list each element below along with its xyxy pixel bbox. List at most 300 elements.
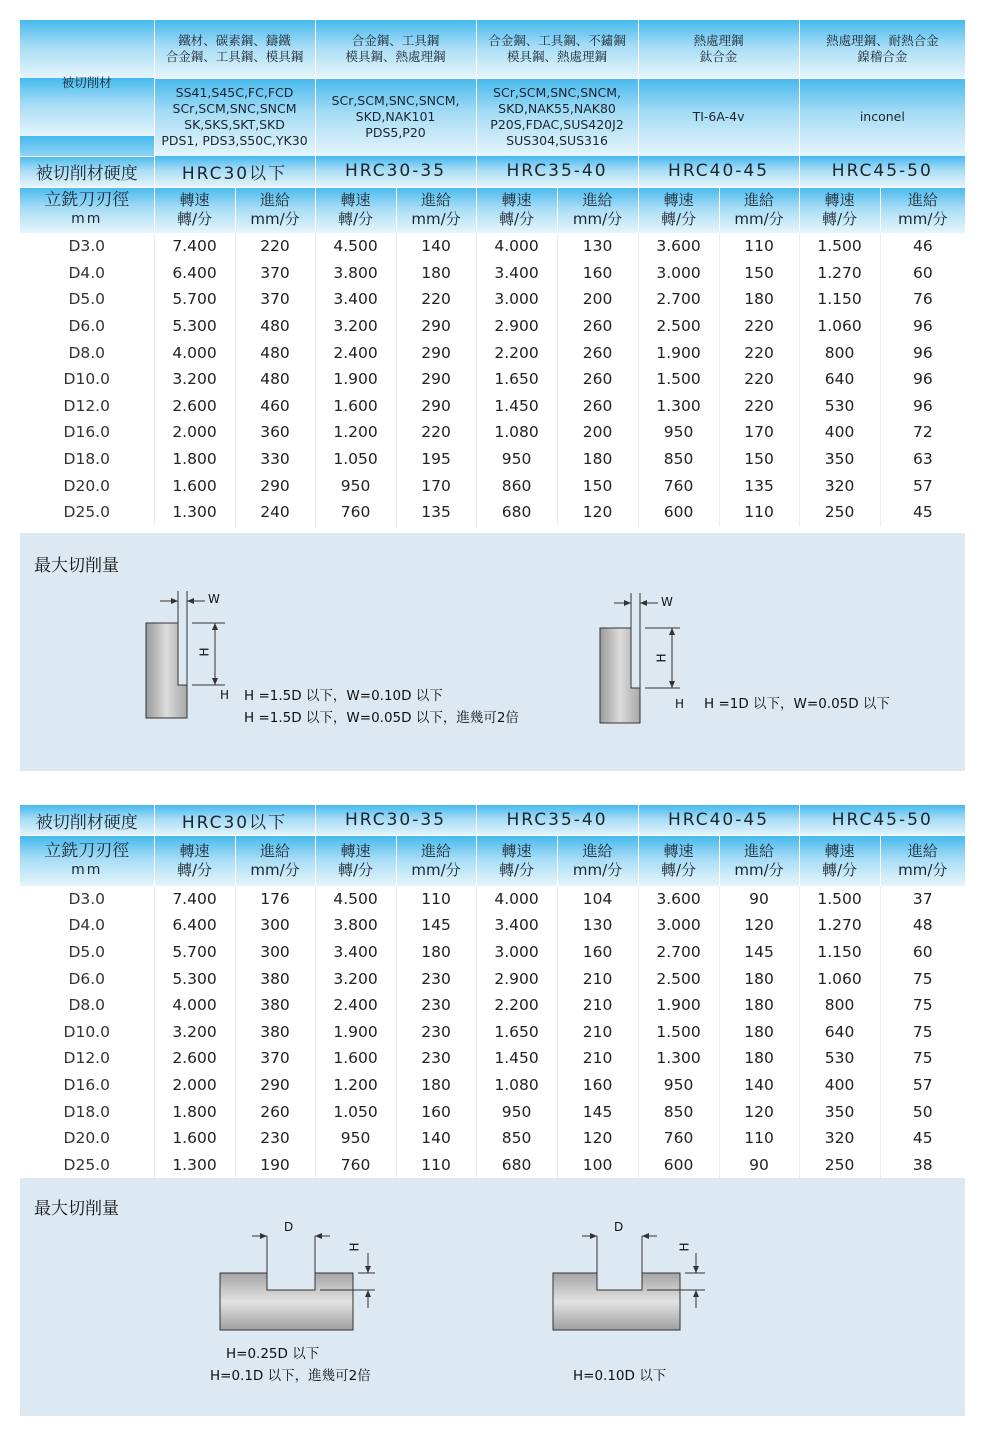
speed-cell: 950	[638, 419, 719, 446]
max-cut-panel-side	[20, 533, 965, 771]
table-row	[20, 472, 965, 499]
feed-cell: 180	[719, 992, 799, 1019]
feed-cell: 75	[880, 1018, 965, 1045]
panel-title: 最大切削量	[34, 556, 119, 576]
feed-cell: 180	[396, 1072, 476, 1099]
diameter-cell: D18.0	[20, 446, 154, 473]
diameter-cell: D25.0	[20, 499, 154, 526]
speed-header: 轉速 轉/分	[638, 187, 719, 233]
hrc-header: HRC45-50	[799, 805, 965, 836]
speed-cell: 3.000	[638, 912, 719, 939]
diameter-cell: D10.0	[20, 1018, 154, 1045]
note-right: H =1D 以下，W=0.05D 以下	[704, 696, 890, 712]
diameter-cell: D8.0	[20, 339, 154, 366]
table-row	[20, 1125, 965, 1152]
feed-cell: 290	[396, 313, 476, 340]
material-grades-2: SCr,SCM,SNC,SNCM, SKD,NAK101 PDS5,P20	[315, 78, 476, 156]
speed-header: 轉速 轉/分	[154, 187, 235, 233]
panel-title: 最大切削量	[34, 1199, 119, 1219]
table-row	[20, 912, 965, 939]
speed-cell: 4.500	[315, 233, 396, 260]
feed-cell: 370	[235, 1045, 315, 1072]
material-grades-5: inconel	[859, 109, 905, 125]
table-row	[20, 965, 965, 992]
slot-cut-diagrams	[20, 1178, 965, 1416]
diameter-cell: D3.0	[20, 233, 154, 260]
dim-d-right: D	[614, 1220, 624, 1234]
feed-cell: 140	[719, 1072, 799, 1099]
feed-cell: 370	[235, 260, 315, 287]
speed-cell: 600	[638, 499, 719, 526]
feed-cell: 120	[719, 1098, 799, 1125]
speed-cell: 2.700	[638, 939, 719, 966]
note-left-1: H =1.5D 以下，W=0.10D 以下	[244, 688, 443, 704]
speed-cell: 2.900	[476, 313, 557, 340]
feed-cell: 120	[719, 912, 799, 939]
feed-cell: 170	[396, 472, 476, 499]
diameter-cell: D5.0	[20, 939, 154, 966]
feed-cell: 210	[557, 992, 638, 1019]
speed-cell: 1.270	[799, 912, 880, 939]
feed-header: 進給 mm/分	[719, 187, 799, 233]
speed-cell: 1.060	[799, 313, 880, 340]
feed-cell: 96	[880, 313, 965, 340]
speed-cell: 2.400	[315, 339, 396, 366]
speed-cell: 950	[315, 1125, 396, 1152]
speed-cell: 850	[476, 1125, 557, 1152]
speed-cell: 250	[799, 499, 880, 526]
material-grades-1: SS41,S45C,FC,FCD SCr,SCM,SNC,SNCM SK,SKS,SKT,SKD PDS1, PDS3,S50C,YK30	[154, 78, 315, 156]
feed-cell: 57	[880, 472, 965, 499]
material-group-5: 熱處理鋼、耐熱合金 鎳稽合金	[799, 20, 965, 78]
speed-header: 轉速 轉/分	[476, 836, 557, 886]
speed-header: 轉速 轉/分	[315, 836, 396, 886]
speed-cell: 800	[799, 339, 880, 366]
speed-header: 轉速 轉/分	[799, 836, 880, 886]
speed-cell: 530	[799, 393, 880, 420]
speed-cell: 2.500	[638, 965, 719, 992]
dim-h-left: H	[197, 647, 212, 657]
material-group-4: 熱處理鋼 鈦合金	[638, 20, 799, 78]
dim-h-right: H	[654, 653, 669, 663]
speed-cell: 1.500	[799, 233, 880, 260]
table-row	[20, 1072, 965, 1099]
table-row	[20, 1018, 965, 1045]
speed-cell: 1.450	[476, 1045, 557, 1072]
speed-cell: 1.900	[638, 339, 719, 366]
speed-cell: 1.900	[315, 1018, 396, 1045]
feed-cell: 48	[880, 912, 965, 939]
feed-cell: 180	[557, 446, 638, 473]
table-row	[20, 1098, 965, 1125]
feed-cell: 135	[396, 499, 476, 526]
table-slot-milling	[20, 805, 965, 1178]
feed-cell: 230	[396, 1018, 476, 1045]
dim-d-left: D	[284, 1220, 294, 1234]
speed-cell: 2.000	[154, 419, 235, 446]
hardness-label: 被切削材硬度	[20, 156, 154, 187]
material-group-2: 合金鋼、工具鋼 模具鋼、熱處理鋼	[315, 20, 476, 78]
feed-cell: 290	[235, 472, 315, 499]
feed-cell: 50	[880, 1098, 965, 1125]
feed-cell: 210	[557, 1018, 638, 1045]
speed-cell: 2.400	[315, 992, 396, 1019]
diameter-cell: D10.0	[20, 366, 154, 393]
speed-cell: 3.000	[638, 260, 719, 287]
dim-h-right: H	[677, 1242, 692, 1252]
table-row	[20, 886, 965, 913]
note-slot-left-2: H=0.1D 以下，進幾可2倍	[210, 1368, 371, 1384]
table-row	[20, 939, 965, 966]
speed-cell: 2.700	[638, 286, 719, 313]
speed-cell: 3.200	[315, 313, 396, 340]
speed-cell: 2.200	[476, 339, 557, 366]
feed-cell: 110	[719, 1125, 799, 1152]
feed-cell: 63	[880, 446, 965, 473]
table-row	[20, 260, 965, 287]
material-grades-4: TI-6A-4v	[638, 78, 799, 156]
note-slot-right: H=0.10D 以下	[573, 1368, 667, 1384]
feed-cell: 480	[235, 366, 315, 393]
feed-cell: 145	[719, 939, 799, 966]
speed-cell: 1.500	[799, 886, 880, 913]
feed-cell: 150	[557, 472, 638, 499]
diameter-cell: D20.0	[20, 1125, 154, 1152]
hrc-header: HRC30以下	[154, 805, 315, 836]
speed-cell: 1.650	[476, 1018, 557, 1045]
diameter-cell: D12.0	[20, 1045, 154, 1072]
speed-cell: 250	[799, 1151, 880, 1178]
feed-cell: 120	[557, 1125, 638, 1152]
feed-cell: 96	[880, 393, 965, 420]
speed-cell: 4.500	[315, 886, 396, 913]
feed-cell: 220	[719, 393, 799, 420]
feed-cell: 380	[235, 1018, 315, 1045]
speed-cell: 3.800	[315, 912, 396, 939]
speed-cell: 860	[476, 472, 557, 499]
feed-cell: 176	[235, 886, 315, 913]
feed-cell: 180	[396, 260, 476, 287]
feed-header: 進給 mm/分	[719, 836, 799, 886]
feed-cell: 290	[235, 1072, 315, 1099]
diameter-cell: D6.0	[20, 313, 154, 340]
speed-cell: 3.000	[476, 939, 557, 966]
dim-h-left-base: H	[220, 688, 230, 702]
feed-cell: 45	[880, 1125, 965, 1152]
feed-cell: 230	[396, 992, 476, 1019]
speed-cell: 1.150	[799, 286, 880, 313]
speed-cell: 1.650	[476, 366, 557, 393]
feed-header: 進給 mm/分	[396, 187, 476, 233]
feed-header: 進給 mm/分	[898, 841, 948, 879]
table-row	[20, 233, 965, 260]
feed-cell: 220	[396, 286, 476, 313]
hrc-header: HRC40-45	[638, 156, 799, 187]
speed-cell: 3.800	[315, 260, 396, 287]
feed-cell: 370	[235, 286, 315, 313]
material-grades-3: SCr,SCM,SNC,SNCM, SKD,NAK55,NAK80 P20S,FDAC,SUS420J2 SUS304,SUS316	[476, 78, 638, 156]
feed-cell: 300	[235, 939, 315, 966]
feed-cell: 72	[880, 419, 965, 446]
feed-cell: 110	[719, 499, 799, 526]
feed-cell: 260	[557, 366, 638, 393]
feed-cell: 380	[235, 992, 315, 1019]
feed-cell: 200	[557, 286, 638, 313]
table-row	[20, 1151, 965, 1178]
table-row	[20, 366, 965, 393]
diameter-cell: D16.0	[20, 1072, 154, 1099]
speed-cell: 1.450	[476, 393, 557, 420]
workpiece-right	[600, 628, 640, 723]
diameter-cell: D16.0	[20, 419, 154, 446]
feed-cell: 104	[557, 886, 638, 913]
speed-cell: 530	[799, 1045, 880, 1072]
feed-cell: 160	[557, 939, 638, 966]
workpiece-left	[146, 623, 187, 718]
speed-cell: 6.400	[154, 260, 235, 287]
speed-cell: 760	[638, 1125, 719, 1152]
speed-cell: 1.800	[154, 1098, 235, 1125]
speed-cell: 600	[638, 1151, 719, 1178]
speed-cell: 1.900	[638, 992, 719, 1019]
feed-cell: 100	[557, 1151, 638, 1178]
speed-cell: 1.900	[315, 366, 396, 393]
feed-cell: 170	[719, 419, 799, 446]
diameter-cell: D3.0	[20, 886, 154, 913]
feed-cell: 180	[396, 939, 476, 966]
feed-cell: 230	[396, 965, 476, 992]
hardness-label: 被切削材硬度	[20, 805, 154, 836]
feed-cell: 75	[880, 1045, 965, 1072]
feed-header: 進給 mm/分	[898, 191, 948, 229]
table-row	[20, 339, 965, 366]
speed-cell: 1.600	[315, 393, 396, 420]
hrc-header: HRC35-40	[476, 156, 638, 187]
speed-cell: 1.300	[154, 499, 235, 526]
speed-cell: 350	[799, 446, 880, 473]
feed-cell: 230	[396, 1045, 476, 1072]
workpiece-slot-left	[220, 1273, 353, 1330]
feed-cell: 140	[396, 1125, 476, 1152]
feed-cell: 195	[396, 446, 476, 473]
speed-cell: 3.600	[638, 886, 719, 913]
feed-cell: 480	[235, 313, 315, 340]
dim-h-left: H	[347, 1242, 362, 1252]
speed-cell: 1.050	[315, 446, 396, 473]
speed-cell: 950	[638, 1072, 719, 1099]
feed-cell: 240	[235, 499, 315, 526]
speed-cell: 680	[476, 499, 557, 526]
diameter-cell: D18.0	[20, 1098, 154, 1125]
speed-cell: 7.400	[154, 886, 235, 913]
diameter-cell: D5.0	[20, 286, 154, 313]
feed-cell: 110	[719, 233, 799, 260]
speed-cell: 850	[638, 446, 719, 473]
feed-cell: 120	[557, 499, 638, 526]
table-row	[20, 499, 965, 526]
feed-cell: 96	[880, 366, 965, 393]
speed-cell: 1.080	[476, 1072, 557, 1099]
feed-cell: 76	[880, 286, 965, 313]
speed-cell: 3.600	[638, 233, 719, 260]
speed-cell: 1.060	[799, 965, 880, 992]
speed-header: 轉速 轉/分	[799, 187, 880, 233]
speed-cell: 5.700	[154, 286, 235, 313]
speed-cell: 2.000	[154, 1072, 235, 1099]
speed-cell: 1.150	[799, 939, 880, 966]
speed-cell: 760	[638, 472, 719, 499]
feed-cell: 300	[235, 912, 315, 939]
speed-cell: 760	[315, 1151, 396, 1178]
feed-cell: 38	[880, 1151, 965, 1178]
speed-cell: 640	[799, 366, 880, 393]
material-label: 被切削材	[20, 20, 154, 156]
feed-header: 進給 mm/分	[557, 187, 638, 233]
speed-cell: 4.000	[476, 886, 557, 913]
speed-cell: 5.700	[154, 939, 235, 966]
feed-cell: 37	[880, 886, 965, 913]
feed-cell: 140	[396, 233, 476, 260]
feed-cell: 260	[557, 339, 638, 366]
table-row	[20, 393, 965, 420]
diameter-cell: D8.0	[20, 992, 154, 1019]
speed-cell: 1.500	[638, 366, 719, 393]
dim-w-left: W	[208, 592, 220, 606]
feed-cell: 96	[880, 339, 965, 366]
speed-cell: 2.500	[638, 313, 719, 340]
table-row	[20, 286, 965, 313]
speed-cell: 3.200	[315, 965, 396, 992]
feed-cell: 220	[396, 419, 476, 446]
feed-cell: 130	[557, 912, 638, 939]
feed-cell: 145	[396, 912, 476, 939]
table-row	[20, 419, 965, 446]
speed-cell: 1.300	[638, 393, 719, 420]
speed-cell: 400	[799, 1072, 880, 1099]
feed-cell: 190	[235, 1151, 315, 1178]
diameter-label: 立銑刀刃徑 mm	[20, 836, 154, 886]
feed-cell: 180	[719, 286, 799, 313]
feed-cell: 75	[880, 965, 965, 992]
speed-header: 轉速 轉/分	[154, 836, 235, 886]
feed-cell: 220	[719, 313, 799, 340]
feed-cell: 90	[719, 886, 799, 913]
speed-cell: 3.400	[476, 912, 557, 939]
speed-header: 轉速 轉/分	[638, 836, 719, 886]
hrc-header: HRC45-50	[799, 156, 965, 187]
speed-cell: 950	[315, 472, 396, 499]
speed-header: 轉速 轉/分	[315, 187, 396, 233]
speed-cell: 4.000	[154, 992, 235, 1019]
speed-cell: 2.900	[476, 965, 557, 992]
feed-cell: 210	[557, 1045, 638, 1072]
feed-cell: 480	[235, 339, 315, 366]
speed-cell: 1.600	[154, 1125, 235, 1152]
speed-cell: 2.600	[154, 1045, 235, 1072]
speed-cell: 1.270	[799, 260, 880, 287]
feed-cell: 60	[880, 939, 965, 966]
speed-cell: 760	[315, 499, 396, 526]
speed-cell: 3.400	[315, 939, 396, 966]
table-side-milling	[20, 20, 965, 526]
table-row	[20, 992, 965, 1019]
feed-cell: 460	[235, 393, 315, 420]
speed-cell: 1.200	[315, 1072, 396, 1099]
feed-cell: 180	[719, 965, 799, 992]
speed-cell: 320	[799, 1125, 880, 1152]
feed-cell: 260	[235, 1098, 315, 1125]
material-group-3: 合金鋼、工具鋼、不鏽鋼 模具鋼、熱處理鋼	[476, 20, 638, 78]
feed-cell: 180	[719, 1018, 799, 1045]
speed-cell: 1.080	[476, 419, 557, 446]
feed-cell: 90	[719, 1151, 799, 1178]
feed-header: 進給 mm/分	[557, 836, 638, 886]
note-slot-left-1: H=0.25D 以下	[226, 1346, 320, 1362]
speed-cell: 1.600	[154, 472, 235, 499]
speed-cell: 1.200	[315, 419, 396, 446]
feed-cell: 360	[235, 419, 315, 446]
hrc-header: HRC30以下	[154, 156, 315, 187]
feed-cell: 290	[396, 366, 476, 393]
max-cut-panel-slot	[20, 1178, 965, 1416]
speed-cell: 2.600	[154, 393, 235, 420]
hrc-header: HRC35-40	[476, 805, 638, 836]
diameter-cell: D4.0	[20, 912, 154, 939]
feed-cell: 145	[557, 1098, 638, 1125]
feed-cell: 110	[396, 1151, 476, 1178]
feed-cell: 380	[235, 965, 315, 992]
speed-cell: 320	[799, 472, 880, 499]
diameter-cell: D6.0	[20, 965, 154, 992]
table-row	[20, 1045, 965, 1072]
feed-cell: 160	[557, 1072, 638, 1099]
feed-cell: 110	[396, 886, 476, 913]
speed-cell: 3.400	[476, 260, 557, 287]
speed-cell: 6.400	[154, 912, 235, 939]
speed-cell: 4.000	[476, 233, 557, 260]
diameter-label: 立銑刀刃徑 mm	[20, 187, 154, 233]
feed-cell: 46	[880, 233, 965, 260]
material-group-1: 鐵材、碳素鋼、鑄鐵 合金鋼、工具鋼、模具鋼	[154, 20, 315, 78]
hrc-header: HRC40-45	[638, 805, 799, 836]
speed-cell: 7.400	[154, 233, 235, 260]
dim-w-right: W	[661, 595, 673, 609]
speed-cell: 1.800	[154, 446, 235, 473]
feed-cell: 200	[557, 419, 638, 446]
feed-cell: 180	[719, 1045, 799, 1072]
speed-header: 轉速 轉/分	[476, 187, 557, 233]
speed-cell: 680	[476, 1151, 557, 1178]
feed-cell: 260	[557, 313, 638, 340]
speed-cell: 3.400	[315, 286, 396, 313]
feed-cell: 150	[719, 260, 799, 287]
speed-cell: 350	[799, 1098, 880, 1125]
table-row	[20, 313, 965, 340]
speed-cell: 850	[638, 1098, 719, 1125]
diameter-cell: D12.0	[20, 393, 154, 420]
feed-cell: 260	[557, 393, 638, 420]
speed-cell: 1.300	[154, 1151, 235, 1178]
feed-cell: 290	[396, 339, 476, 366]
feed-cell: 330	[235, 446, 315, 473]
table-row	[20, 446, 965, 473]
feed-header: 進給 mm/分	[396, 836, 476, 886]
feed-cell: 160	[396, 1098, 476, 1125]
hrc-header: HRC30-35	[315, 156, 476, 187]
speed-cell: 950	[476, 446, 557, 473]
feed-header: 進給 mm/分	[235, 187, 315, 233]
feed-cell: 230	[235, 1125, 315, 1152]
